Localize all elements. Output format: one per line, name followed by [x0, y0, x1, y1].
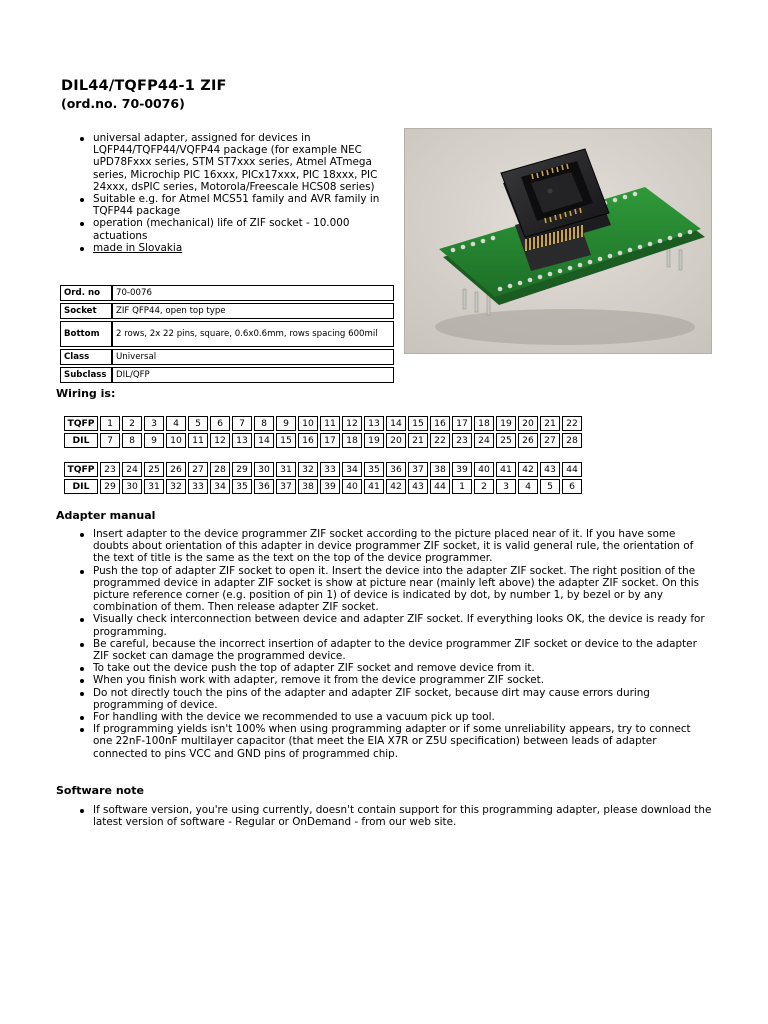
pin-cell: 9: [276, 416, 296, 431]
pin-cell: 8: [254, 416, 274, 431]
pin-cell: 37: [408, 462, 428, 477]
pin-cell: 34: [342, 462, 362, 477]
list-item: Push the top of adapter ZIF socket to open it. Insert the device into the adapter ZIF socket. The right position of the programmed device in adapter ZIF socket is show at picture near (mainly left above) the adapter ZIF socket. On this picture reference corner (e.g. position of pin 1) of device is indicated by dot, by number 1, by bezel or by any combination of them. Then release adapter ZIF socket.: [73, 565, 713, 614]
row-label: TQFP: [64, 416, 98, 431]
spec-key: Socket: [60, 303, 112, 319]
software-heading: Software note: [56, 784, 144, 797]
row-label: DIL: [64, 433, 98, 448]
pin-cell: 35: [232, 479, 252, 494]
list-item: Be careful, because the incorrect insertion of adapter to the device programmer ZIF socket or device to the adapter ZIF socket can damage the programmed device.: [73, 638, 713, 662]
pin-cell: 23: [452, 433, 472, 448]
pin-cell: 43: [408, 479, 428, 494]
pin-cell: 31: [144, 479, 164, 494]
pin-cell: 44: [430, 479, 450, 494]
pin-cell: 31: [276, 462, 296, 477]
pin-cell: 16: [298, 433, 318, 448]
pin-cell: 2: [122, 416, 142, 431]
pin-cell: 20: [518, 416, 538, 431]
pin-cell: 12: [342, 416, 362, 431]
pin-cell: 16: [430, 416, 450, 431]
spec-key: Ord. no: [60, 285, 112, 301]
spec-value: ZIF QFP44, open top type: [112, 303, 394, 319]
pin-cell: 8: [122, 433, 142, 448]
pin-cell: 25: [496, 433, 516, 448]
pin-cell: 40: [342, 479, 362, 494]
pin-cell: 26: [166, 462, 186, 477]
tqfp-row: [64, 416, 582, 431]
list-item: If software version, you're using currently, doesn't contain support for this programming adapter, please download the latest version of software - Regular or OnDemand - from our web site.: [73, 804, 713, 828]
list-item: To take out the device push the top of adapter ZIF socket and remove device from it.: [73, 662, 713, 674]
pin-cell: 35: [364, 462, 384, 477]
pin-cell: 17: [452, 416, 472, 431]
tqfp-row: [64, 462, 582, 477]
pin-cell: 3: [496, 479, 516, 494]
pin-cell: 2: [474, 479, 494, 494]
spec-value: DIL/QFP: [112, 367, 394, 383]
pin-cell: 17: [320, 433, 340, 448]
row-label: DIL: [64, 479, 98, 494]
pin-cell: 7: [232, 416, 252, 431]
pin-cell: 41: [496, 462, 516, 477]
list-item: When you finish work with adapter, remove it from the device programmer ZIF socket.: [73, 674, 713, 686]
pin-cell: 24: [122, 462, 142, 477]
wiring-table-1: [62, 414, 584, 450]
manual-list: [73, 528, 713, 760]
pin-cell: 26: [518, 433, 538, 448]
pin-cell: 28: [210, 462, 230, 477]
spec-value: 2 rows, 2x 22 pins, square, 0.6x0.6mm, rows spacing 600mil: [112, 321, 394, 347]
pin-cell: 22: [430, 433, 450, 448]
pin-cell: 36: [386, 462, 406, 477]
pin-cell: 38: [298, 479, 318, 494]
pin-cell: 29: [232, 462, 252, 477]
pin-cell: 9: [144, 433, 164, 448]
pin-cell: 32: [298, 462, 318, 477]
pin-cell: 37: [276, 479, 296, 494]
adapter-photo: [404, 128, 712, 354]
list-item: operation (mechanical) life of ZIF socket - 10.000 actuations: [73, 217, 399, 241]
pin-cell: 11: [320, 416, 340, 431]
spec-key: Subclass: [60, 367, 112, 383]
pin-cell: 10: [166, 433, 186, 448]
pin-cell: 33: [320, 462, 340, 477]
pin-cell: 43: [540, 462, 560, 477]
pin-cell: 30: [122, 479, 142, 494]
pin-cell: 1: [452, 479, 472, 494]
pin-cell: 21: [540, 416, 560, 431]
pin-cell: 4: [518, 479, 538, 494]
pin-cell: 40: [474, 462, 494, 477]
pin-cell: 14: [386, 416, 406, 431]
pin-cell: 5: [540, 479, 560, 494]
spec-value: 70-0076: [112, 285, 394, 301]
pin-cell: 1: [100, 416, 120, 431]
pin-cell: 29: [100, 479, 120, 494]
spec-key: Bottom: [60, 321, 112, 347]
pin-cell: 18: [474, 416, 494, 431]
pin-cell: 22: [562, 416, 582, 431]
pin-cell: 27: [188, 462, 208, 477]
pin-cell: 33: [188, 479, 208, 494]
pin-cell: 38: [430, 462, 450, 477]
list-item: Insert adapter to the device programmer ZIF socket according to the picture placed near of it. If you have some doubts about orientation of this adapter in device programmer ZIF socket, it is valid general rule, the orientation of the text of title is the same as the text on the top of the device programmer.: [73, 528, 713, 565]
pin-cell: 23: [100, 462, 120, 477]
pin-cell: 42: [386, 479, 406, 494]
list-item: For handling with the device we recommended to use a vacuum pick up tool.: [73, 711, 713, 723]
row-label: TQFP: [64, 462, 98, 477]
pin-cell: 42: [518, 462, 538, 477]
manual-heading: Adapter manual: [56, 509, 156, 522]
spec-key: Class: [60, 349, 112, 365]
pin-cell: 13: [364, 416, 384, 431]
wiring-table-2: [62, 460, 584, 496]
pin-cell: 10: [298, 416, 318, 431]
pin-cell: 11: [188, 433, 208, 448]
pin-cell: 4: [166, 416, 186, 431]
pin-cell: 19: [496, 416, 516, 431]
made-in-slovakia-link[interactable]: made in Slovakia: [93, 241, 183, 254]
order-number: (ord.no. 70-0076): [61, 96, 185, 111]
pin-cell: 14: [254, 433, 274, 448]
pin-cell: 36: [254, 479, 274, 494]
pin-cell: 13: [232, 433, 252, 448]
pin-cell: 15: [276, 433, 296, 448]
pin-cell: 3: [144, 416, 164, 431]
list-item: If programming yields isn't 100% when using programming adapter or if some unreliability appears, try to connect one 22nF-100nF multilayer capacitor (that meet the EIA X7R or Z5U specification) between leads of adapter connected to pins VCC and GND pins of programmed chip.: [73, 723, 713, 760]
pin-cell: 6: [562, 479, 582, 494]
pin-cell: 41: [364, 479, 384, 494]
list-item: Suitable e.g. for Atmel MCS51 family and AVR family in TQFP44 package: [73, 193, 399, 217]
pin-cell: 34: [210, 479, 230, 494]
pin-cell: 21: [408, 433, 428, 448]
wiring-heading: Wiring is:: [56, 387, 116, 400]
pin-cell: 30: [254, 462, 274, 477]
software-list: [73, 804, 713, 828]
pin-cell: 15: [408, 416, 428, 431]
list-item: Visually check interconnection between device and adapter ZIF socket. If everything looks OK, the device is ready for programming.: [73, 613, 713, 637]
pin-cell: 24: [474, 433, 494, 448]
spec-value: Universal: [112, 349, 394, 365]
pin-cell: 18: [342, 433, 362, 448]
pin-cell: 32: [166, 479, 186, 494]
feature-list: [73, 132, 399, 254]
pin-cell: 25: [144, 462, 164, 477]
pin-cell: 12: [210, 433, 230, 448]
pin-cell: 19: [364, 433, 384, 448]
page-title: DIL44/TQFP44-1 ZIF: [61, 78, 227, 94]
pin-cell: 20: [386, 433, 406, 448]
pin-cell: 7: [100, 433, 120, 448]
pin-cell: 6: [210, 416, 230, 431]
list-item: [73, 242, 399, 254]
list-item: universal adapter, assigned for devices in LQFP44/TQFP44/VQFP44 package (for example NEC uPD78Fxxx series, STM ST7xxx series, Atmel ATmega series, Microchip PIC 16xxx, PICx17xxx, PIC 18xxx, PIC 24xxx, dsPIC series, Motorola/Freescale HCS08 series): [73, 132, 399, 193]
pin-cell: 27: [540, 433, 560, 448]
dil-row: [64, 433, 582, 448]
pin-cell: 44: [562, 462, 582, 477]
pin-cell: 5: [188, 416, 208, 431]
pin-cell: 39: [320, 479, 340, 494]
dil-row: [64, 479, 582, 494]
spec-table: [60, 283, 394, 385]
pin-cell: 39: [452, 462, 472, 477]
list-item: Do not directly touch the pins of the adapter and adapter ZIF socket, because dirt may cause errors during programming of device.: [73, 687, 713, 711]
pin-cell: 28: [562, 433, 582, 448]
